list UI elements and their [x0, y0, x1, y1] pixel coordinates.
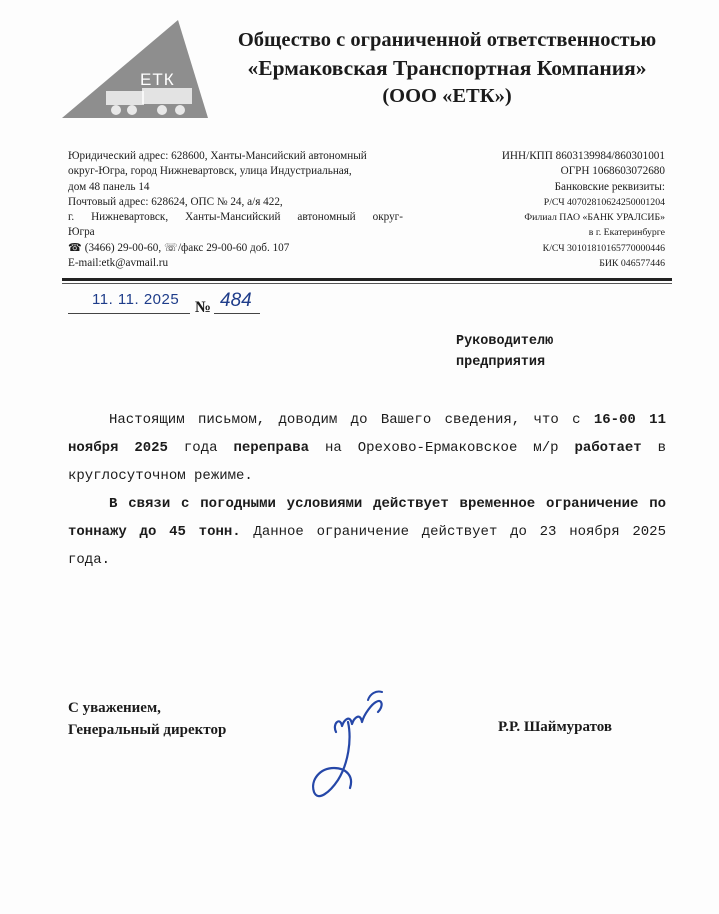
outgoing-number: 484 — [220, 290, 252, 311]
logo-truck-cab — [106, 91, 144, 105]
addressee — [456, 331, 553, 373]
signature-block — [68, 697, 226, 741]
bank-details-title: Банковские реквизиты: — [554, 180, 665, 193]
address-line: Югра — [68, 226, 95, 239]
company-name-block — [222, 26, 672, 110]
logo-text: ЕТК — [140, 70, 175, 89]
letter-body — [68, 406, 666, 574]
address-line: дом 48 панель 14 — [68, 180, 150, 193]
header-divider — [62, 278, 672, 281]
closing-phrase: С уважением, — [68, 700, 161, 716]
address-line: Почтовый адрес: 628624, ОПС № 24, а/я 422, — [68, 195, 283, 208]
phone-line: ☎ (3466) 29-00-60, ☏/факс 29-00-60 доб. 107 — [68, 241, 290, 254]
inn-kpp: ИНН/КПП 8603139984/860301001 — [501, 150, 665, 162]
signer-position: Генеральный директор — [68, 722, 227, 738]
body-paragraph: Настоящим письмом, доводим до Вашего сведения, что с 16-00 11 ноября 2025 года переправа на Орехово-Ермаковское м/р работает в круглосуточном режиме. — [68, 412, 666, 484]
number-underline — [214, 313, 260, 314]
handwritten-signature — [298, 680, 398, 810]
date-underline — [68, 313, 190, 314]
logo-wheel — [111, 105, 121, 115]
company-logo — [62, 20, 210, 122]
bank-city: в г. Екатеринбурге — [588, 227, 665, 239]
correspondent-account: К/СЧ 30101810165770000446 — [542, 242, 665, 254]
bank-details-block — [440, 149, 665, 271]
logo-truck-trailer — [142, 88, 192, 104]
outgoing-date: 11. 11. 2025 — [92, 291, 180, 308]
signer-name: Р.Р. Шаймуратов — [498, 719, 613, 735]
company-short-name: (ООО «ЕТК») — [382, 85, 512, 107]
address-line: Юридический адрес: 628600, Ханты-Мансийский автономный — [68, 150, 367, 162]
email-line: E-mail:etk@avmail.ru — [68, 257, 169, 270]
logo-wheel — [175, 105, 185, 115]
logo-wheel — [157, 105, 167, 115]
header-divider-thin — [62, 283, 672, 284]
logo-wheel — [127, 105, 137, 115]
address-line: округ-Югра, город Нижневартовск, улица Индустриальная, — [68, 165, 352, 178]
bik: БИК 046577446 — [599, 258, 665, 270]
address-line: г. Нижневартовск, Ханты-Мансийский автономный округ- — [68, 211, 403, 224]
number-label: № — [195, 299, 212, 316]
addressee-line: предприятия — [456, 355, 546, 370]
settlement-account: Р/СЧ 40702810624250001204 — [543, 196, 665, 208]
ogrn: ОГРН 1068603072680 — [560, 165, 665, 178]
addressee-line: Руководителю — [456, 334, 554, 349]
company-name: «Ермаковская Транспортная Компания» — [247, 56, 647, 80]
body-paragraph: В связи с погодными условиями действует временное ограничение по тоннажу до 45 тонн. Данное ограничение действует до 23 ноября 2025 года. — [68, 496, 666, 568]
company-address-block — [68, 149, 403, 271]
company-legal-form: Общество с ограниченной ответственностью — [237, 29, 657, 51]
bank-branch: Филиал ПАО «БАНК УРАЛСИБ» — [524, 212, 665, 224]
